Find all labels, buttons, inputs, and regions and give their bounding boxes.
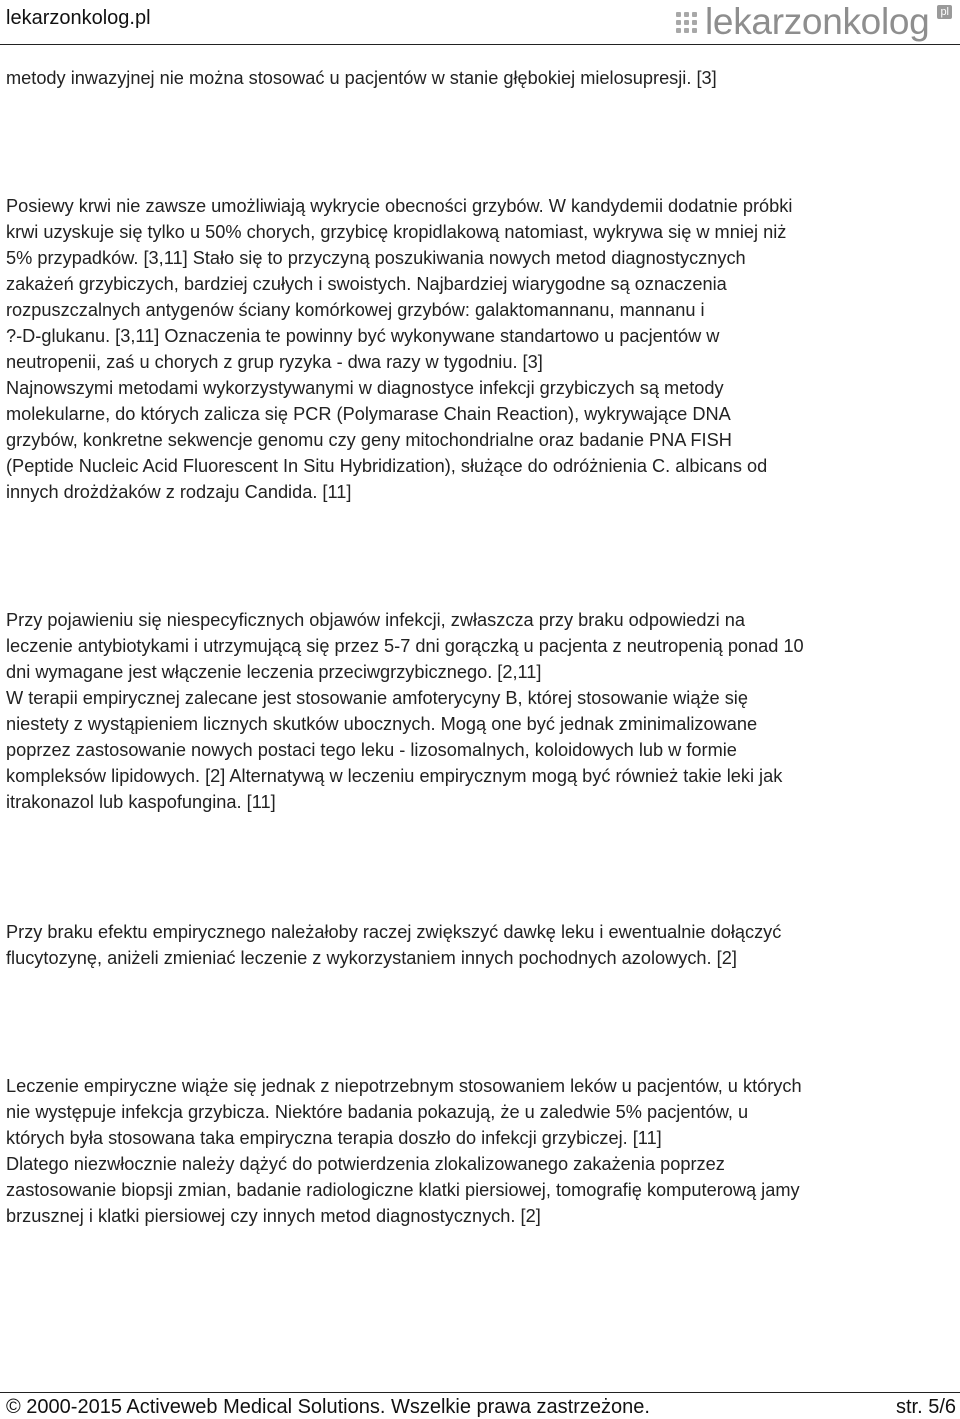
paragraph-3: Przy pojawieniu się niespecyficznych objawów infekcji, zwłaszcza przy braku odpowiedzi na leczenie antybiotykami i utrzymującą się przez 5-7 dni gorączką u pacjenta z neutropenią ponad 10 dni wymagane jest włączenie leczenia przeciwgrzybicznego. [2,11] W terapii empirycznej zalecane jest stosowanie amfoterycyny B, której stosowanie wiąże się niestety z wystąpieniem licznych skutków ubocznych. Mogą one być jednak zminimalizowane poprzez zastosowanie nowych postaci tego leku - lizosomalnych, koloidowych lub w formie kompleksów lipidowych. [2] Alternatywą w leczeniu empirycznym mogą być również takie leki jak itrakonazol lub kaspofungina. [11] bbox=[6, 610, 804, 812]
paragraph-1: metody inwazyjnej nie można stosować u pacjentów w stanie głębokiej mielosupresji. [3] bbox=[6, 68, 717, 88]
site-logo bbox=[676, 0, 952, 44]
paragraph-4: Przy braku efektu empirycznego należałoby raczej zwiększyć dawkę leku i ewentualnie dołączyć flucytozynę, aniżeli zmieniać leczenie z wykorzystaniem innych pochodnych azolowych. [2] bbox=[6, 922, 782, 968]
logo-text bbox=[705, 2, 929, 42]
dot-grid-icon bbox=[676, 12, 697, 33]
paragraph-5: Leczenie empiryczne wiąże się jednak z niepotrzebnym stosowaniem leków u pacjentów, u których nie występuje infekcja grzybicza. Niektóre badania pokazują, że u zaledwie 5% pacjentów, u których była stosowana taka empiryczna terapia doszło do infekcji grzybiczej. [11] Dlatego niezwłocznie należy dążyć do potwierdzenia zlokalizowanego zakażenia poprzez zastosowanie biopsji zmian, badanie radiologiczne klatki piersiowej, tomografię komputerową jamy brzusznej i klatki piersiowej czy innych metod diagnostycznych. [2] bbox=[6, 1076, 802, 1226]
site-url[interactable]: lekarzonkolog.pl bbox=[6, 7, 151, 29]
page-number: str. 5/6 bbox=[895, 1396, 956, 1418]
footer-copyright: © 2000-2015 Activeweb Medical Solutions. Wszelkie prawa zastrzeżone. bbox=[6, 1396, 650, 1418]
footer-divider bbox=[0, 1392, 960, 1393]
logo-badge: pl bbox=[937, 5, 952, 19]
logo-text-light: lekarz bbox=[705, 1, 802, 42]
logo-text-bold: onkolog bbox=[801, 1, 930, 42]
paragraph-2: Posiewy krwi nie zawsze umożliwiają wykrycie obecności grzybów. W kandydemii dodatnie próbki krwi uzyskuje się tylko u 50% chorych, grzybicę kropidlakową natomiast, wykrywa się w mniej niż 5% przypadków. [3,11] Stało się to przyczyną poszukiwania nowych metod diagnostycznych zakażeń grzybiczych, bardziej czułych i swoistych. Najbardziej wiarygodne są oznaczenia rozpuszczalnych antygenów ściany komórkowej grzybów: galaktomannanu, mannanu i ?-D-glukanu. [3,11] Oznaczenia te powinny być wykonywane standartowo u pacjentów w neutropenii, zaś u chorych z grup ryzyka - dwa razy w tygodniu. [3] Najnowszymi metodami wykorzystywanymi w diagnostyce infekcji grzybiczych są metody molekularne, do których zalicza się PCR (Polymarase Chain Reaction), wykrywające DNA grzybów, konkretne sekwencje genomu czy geny mitochondrialne oraz badanie PNA FISH (Peptide Nucleic Acid Fluorescent In Situ Hybridization), służące do odróżnienia C. albicans od innych drożdżaków z rodzaju Candida. [11] bbox=[6, 196, 793, 502]
header-divider bbox=[0, 44, 960, 45]
